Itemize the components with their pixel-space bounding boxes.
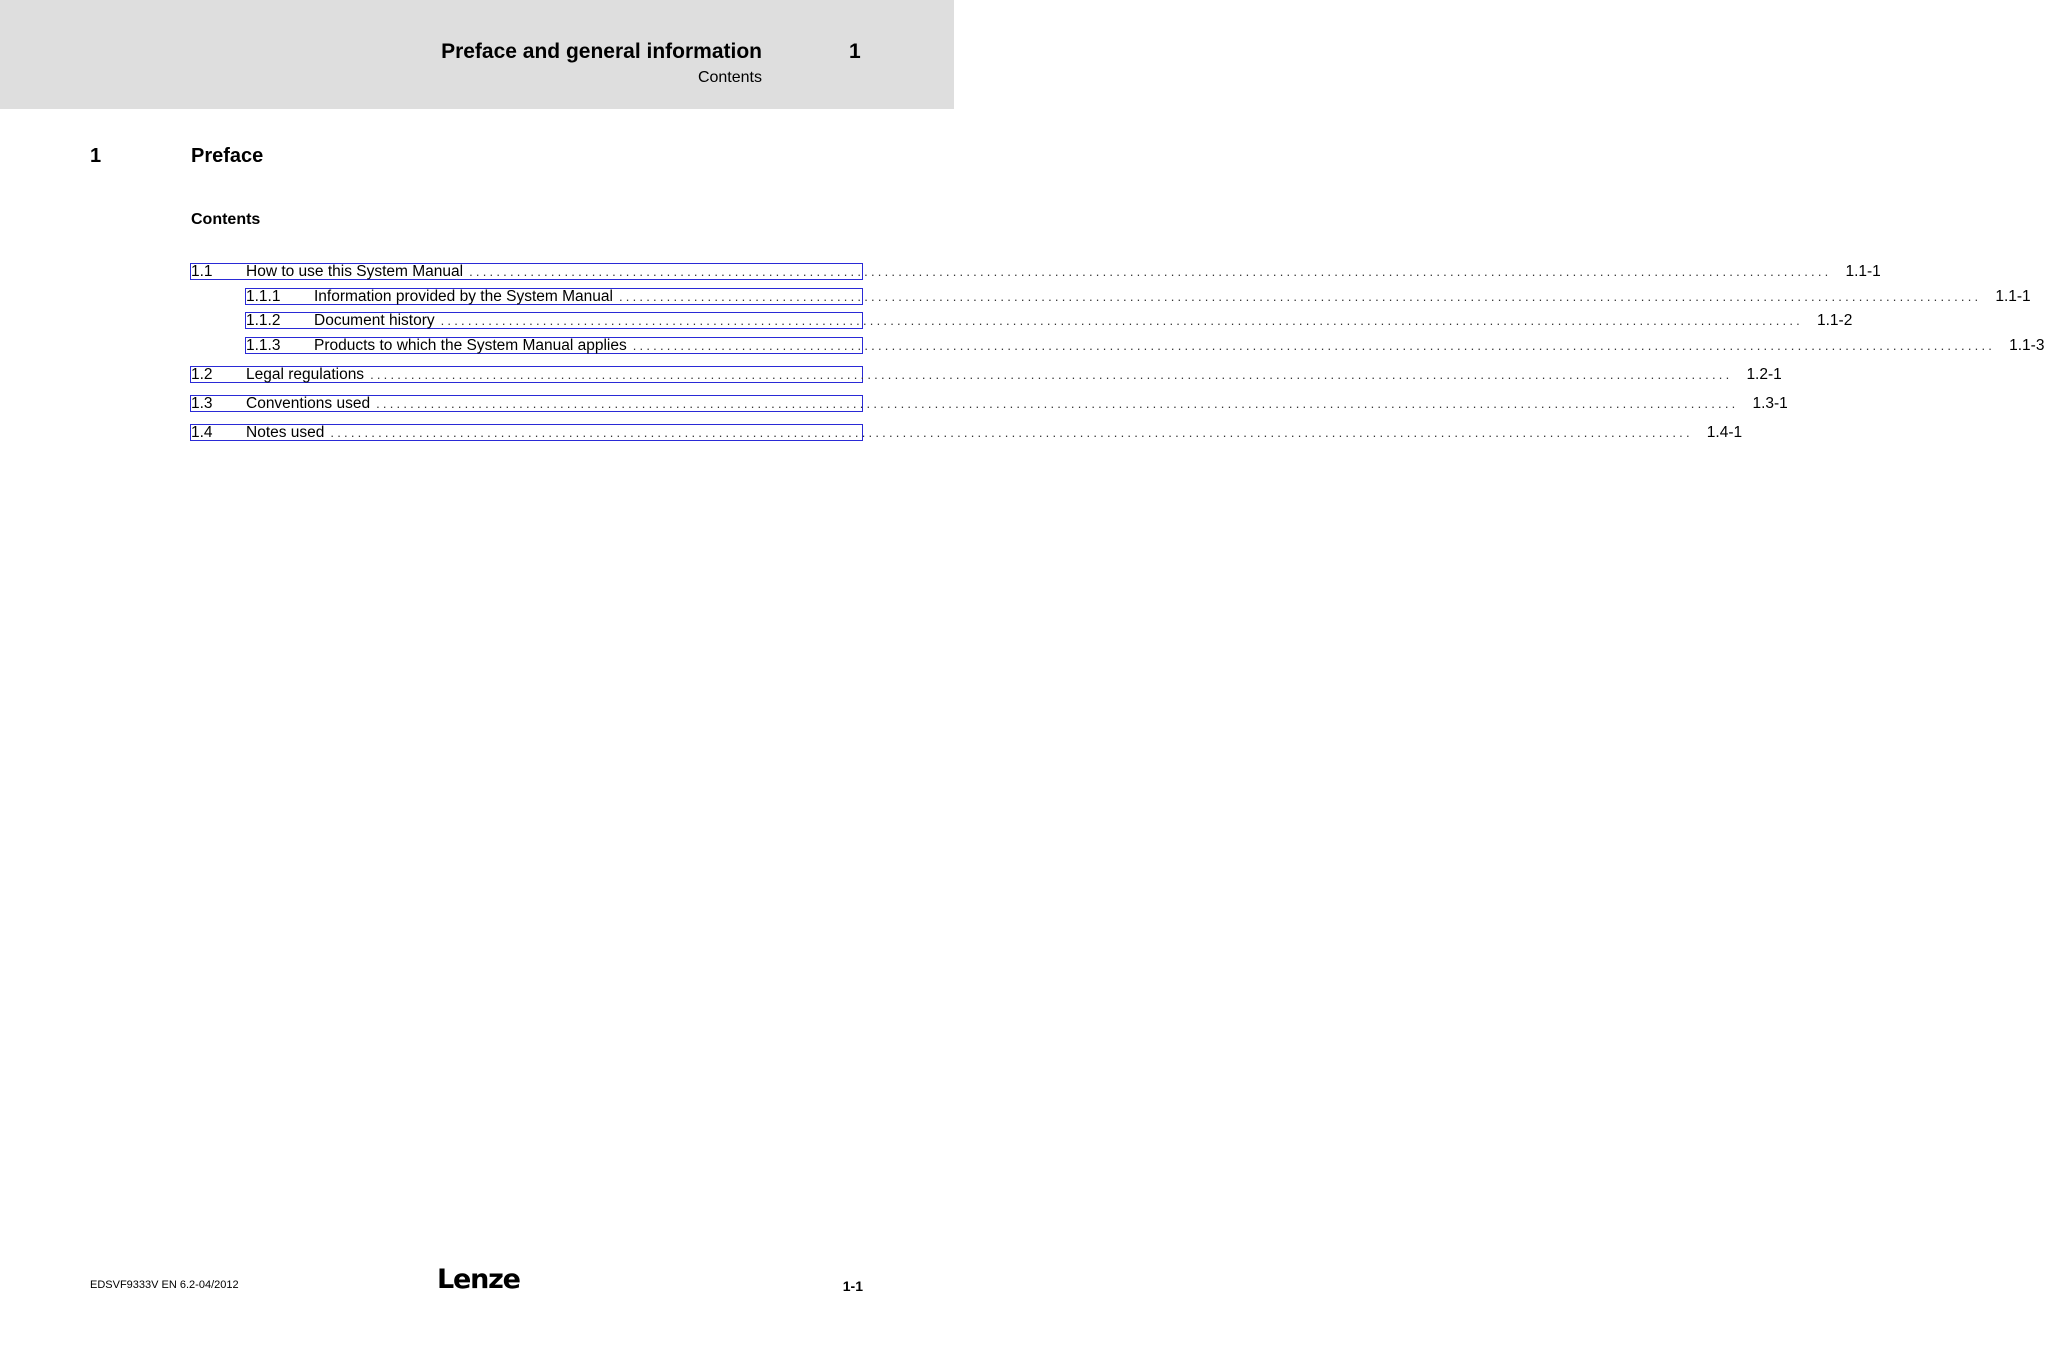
toc-entry-1-1-3[interactable] xyxy=(245,337,2045,354)
toc-entry-number: 1.1 xyxy=(191,263,213,280)
toc-entry-page: 1.2-1 xyxy=(1746,366,1782,383)
toc-entry-1-3[interactable] xyxy=(190,395,1788,412)
toc-entry-1-1-2[interactable] xyxy=(245,312,1853,329)
toc-entry-number: 1.4 xyxy=(191,424,213,441)
toc-leader-dots: ........................................................................................................................................................................................................ xyxy=(370,367,1733,382)
toc-entry-label: Notes used xyxy=(246,424,325,441)
toc-entry-page: 1.1-1 xyxy=(1995,288,2031,305)
toc-entry-page: 1.4-1 xyxy=(1706,424,1743,441)
toc-entry-page: 1.1-2 xyxy=(1816,312,1853,329)
header-subtitle: Contents xyxy=(697,69,762,86)
toc-leader-dots: ........................................................................................................................................................................................................ xyxy=(440,313,1803,328)
toc-entry-label: Conventions used xyxy=(246,395,371,412)
toc-entry-number: 1.1.1 xyxy=(246,288,281,305)
toc-leader-dots: ........................................................................................................................................................................................................ xyxy=(618,289,1982,304)
toc-entry-label: Information provided by the System Manual xyxy=(314,288,613,305)
toc-entry-number: 1.2 xyxy=(191,366,213,383)
toc-entry-page: 1.3-1 xyxy=(1752,395,1788,412)
contents-heading: Contents xyxy=(191,211,261,228)
chapter-title: Preface xyxy=(191,145,264,167)
toc-entry-label: Document history xyxy=(314,312,435,329)
toc-entry-1-4[interactable] xyxy=(190,424,1743,441)
toc-entry-page: 1.1-3 xyxy=(2009,337,2045,354)
toc-entry-label: Legal regulations xyxy=(246,366,365,383)
toc-leader-dots: ........................................................................................................................................................................................................ xyxy=(330,425,1693,440)
footer-page-number: 1-1 xyxy=(842,1278,863,1294)
toc-entry-number: 1.1.2 xyxy=(246,312,281,329)
toc-entry-label: Products to which the System Manual applies xyxy=(314,337,627,354)
toc-leader-dots: ........................................................................................................................................................................................................ xyxy=(632,338,1996,353)
toc-entry-1-1[interactable] xyxy=(190,263,1881,280)
header-chapter-number: 1 xyxy=(849,40,861,63)
toc-entry-label: How to use this System Manual xyxy=(246,263,464,280)
lenze-logo: Lenze xyxy=(437,1264,520,1295)
chapter-number: 1 xyxy=(90,145,102,167)
toc-entry-number: 1.1.3 xyxy=(246,337,281,354)
toc-entry-number: 1.3 xyxy=(191,395,213,412)
toc-leader-dots: ........................................................................................................................................................................................................ xyxy=(376,396,1739,411)
footer-document-id: EDSVF9333V EN 6.2-04/2012 xyxy=(90,1279,239,1291)
toc-entry-page: 1.1-1 xyxy=(1845,263,1881,280)
toc-entry-1-1-1[interactable] xyxy=(245,288,2031,305)
header-title: Preface and general information xyxy=(441,40,762,63)
toc-entry-1-2[interactable] xyxy=(190,366,1782,383)
toc-leader-dots: ........................................................................................................................................................................................................ xyxy=(469,264,1832,279)
